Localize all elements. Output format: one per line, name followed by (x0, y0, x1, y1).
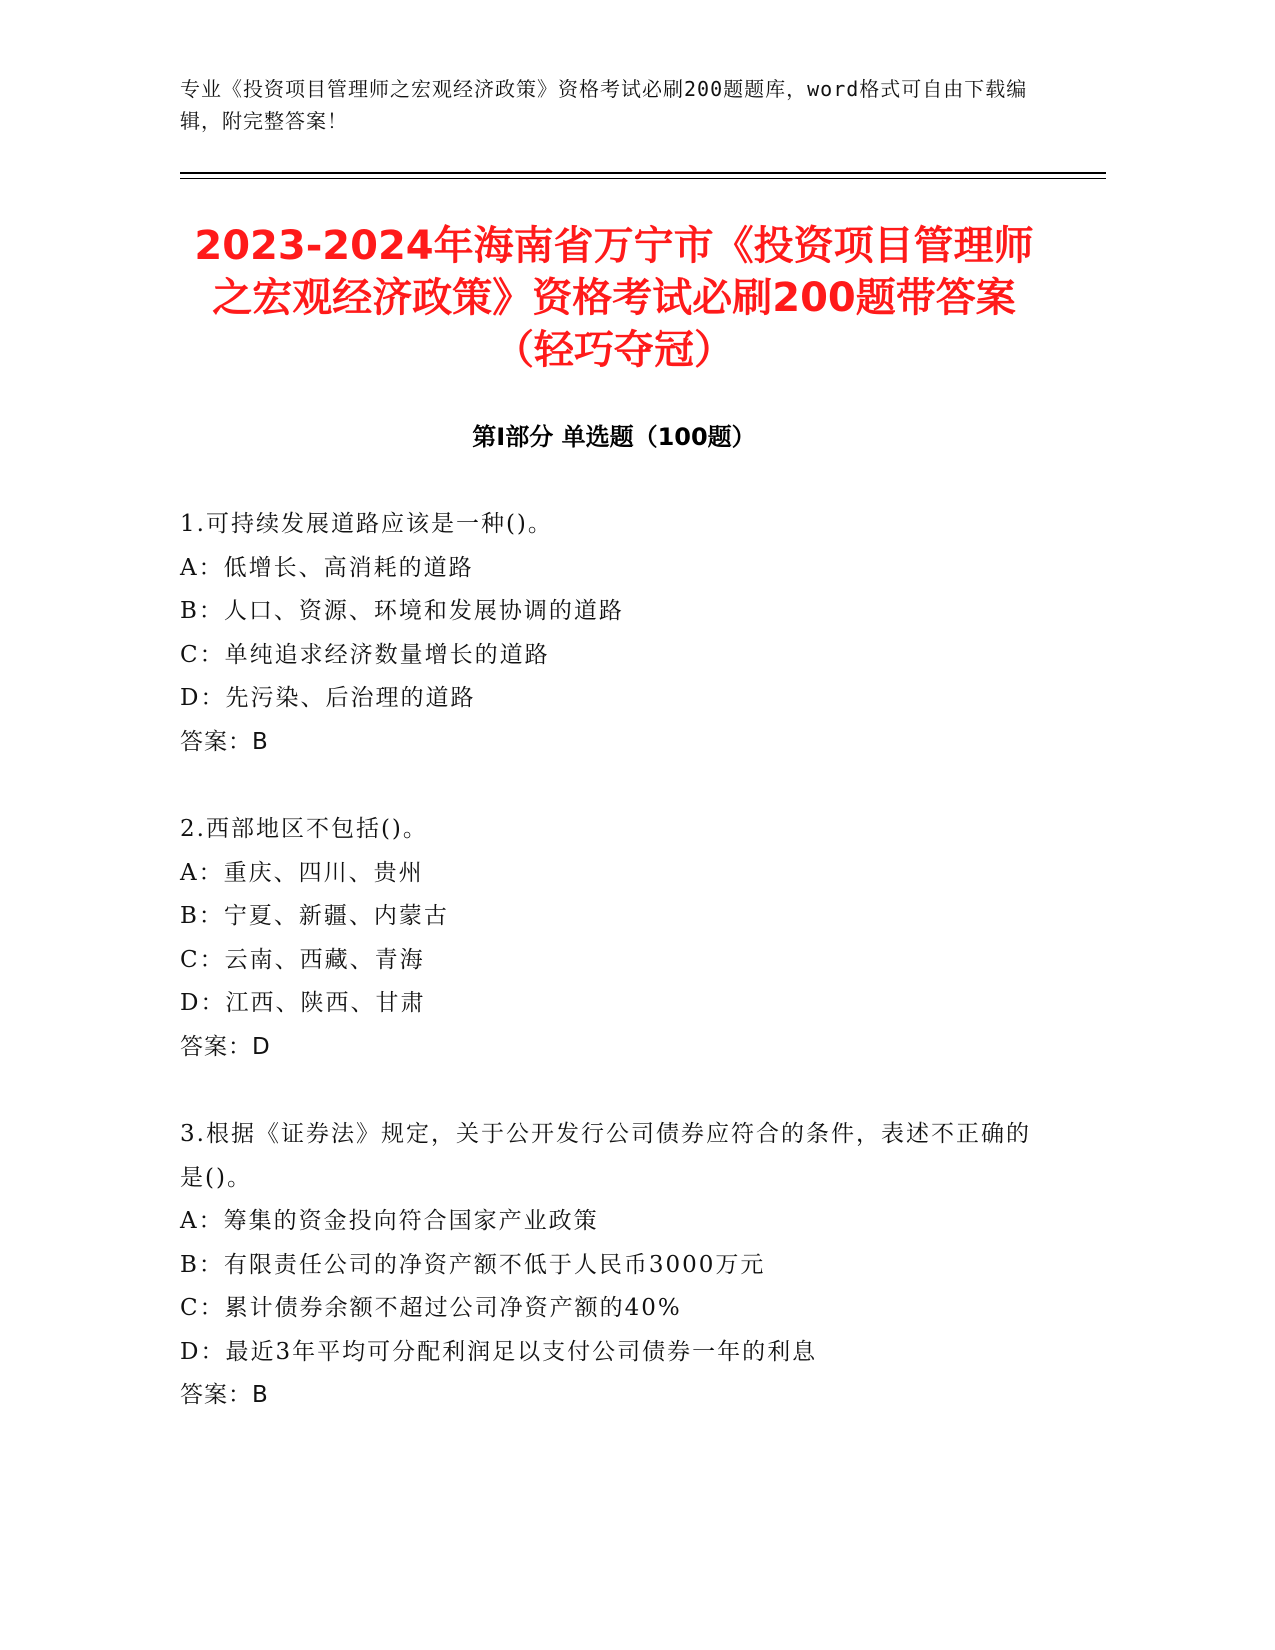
option-a: A：筹集的资金投向符合国家产业政策 (180, 1208, 599, 1234)
option-a: A：重庆、四川、贵州 (180, 859, 424, 886)
header-divider-thick (180, 172, 1106, 174)
option-d: D：先污染、后治理的道路 (180, 685, 476, 711)
question-stem: 3.根据《证券法》规定，关于公开发行公司债券应符合的条件，表述不正确的是()。 (180, 1121, 1031, 1191)
answer-line: 答案：B (180, 1382, 269, 1408)
question-2 (180, 808, 1040, 1069)
option-b: B：宁夏、新疆、内蒙古 (180, 903, 449, 929)
answer-line: 答案：B (180, 728, 269, 755)
question-1 (180, 503, 1040, 764)
option-c: C：累计债券余额不超过公司净资产额的40% (180, 1295, 682, 1321)
document-title: 2023-2024年海南省万宁市《投资项目管理师之宏观经济政策》资格考试必刷200题带答案（轻巧夺冠） (194, 223, 1034, 373)
header-note: 专业《投资项目管理师之宏观经济政策》资格考试必刷200题题库，word格式可自由下载编辑，附完整答案！ (180, 77, 1028, 133)
answer-line: 答案：D (180, 1033, 271, 1060)
section-title: 第Ⅰ部分 单选题（100题） (472, 423, 756, 451)
option-c: C：单纯追求经济数量增长的道路 (180, 641, 550, 668)
option-a: A：低增长、高消耗的道路 (180, 554, 474, 581)
question-stem: 2.西部地区不包括()。 (180, 816, 428, 842)
question-3 (180, 1113, 1040, 1418)
option-c: C：云南、西藏、青海 (180, 946, 425, 973)
header-divider-thin (180, 178, 1106, 179)
question-stem: 1.可持续发展道路应该是一种()。 (180, 511, 553, 537)
option-b: B：有限责任公司的净资产额不低于人民币3000万元 (180, 1251, 766, 1278)
option-d: D：江西、陕西、甘肃 (180, 990, 426, 1016)
option-b: B：人口、资源、环境和发展协调的道路 (180, 598, 624, 624)
option-d: D：最近3年平均可分配利润足以支付公司债券一年的利息 (180, 1338, 818, 1365)
